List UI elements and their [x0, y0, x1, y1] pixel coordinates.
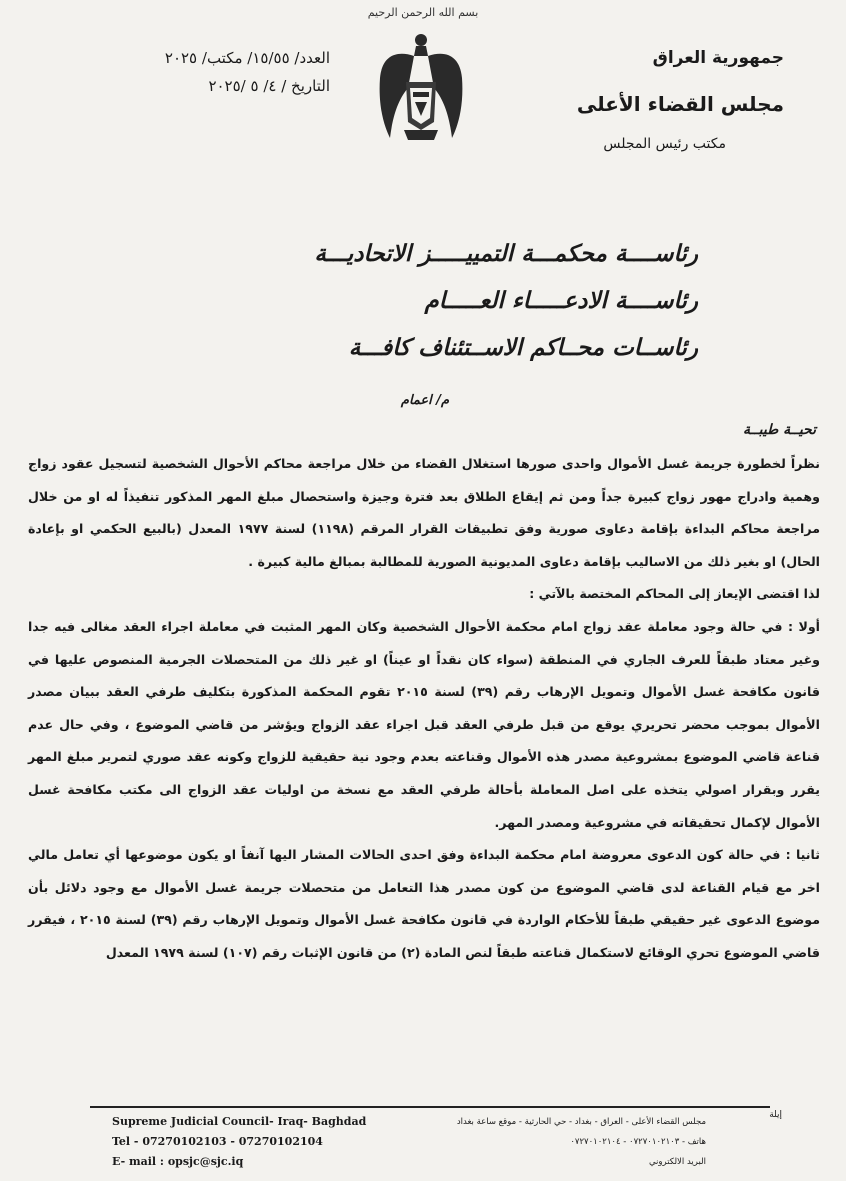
footer-address-ar: مجلس القضاء الأعلى - العراق - بغداد - حي الحارثية - موقع ساعة بغداد	[456, 1117, 706, 1127]
office-name: مكتب رئيس المجلس	[603, 136, 726, 152]
issuer-block	[524, 48, 784, 152]
footer-phone: Tel - 07270102103 - 07270102104	[112, 1135, 323, 1148]
date-label: التاريخ /	[281, 77, 330, 95]
basmala: بسم الله الرحمن الرحيم	[367, 6, 479, 19]
reference-number	[90, 44, 330, 72]
footer-side-label: إيلة	[769, 1110, 782, 1120]
footer-arabic-contact	[386, 1112, 706, 1172]
recipients-list	[138, 230, 698, 371]
subject-line: م/ اعمام	[400, 393, 450, 408]
footer-email-ar: البريد الالكتروني	[648, 1157, 706, 1167]
number-label: العدد/	[294, 49, 330, 67]
recipient-line: رئاســات محــاكم الاســتئناف كافـــة	[348, 334, 698, 361]
letterhead-footer	[0, 1098, 846, 1181]
iraq-eagle-emblem-icon	[376, 26, 466, 150]
greeting: تحيــة طيبــة	[742, 422, 816, 438]
reference-date	[90, 72, 330, 100]
footer-divider	[90, 1106, 770, 1108]
footer-org-name: Supreme Judicial Council- Iraq- Baghdad	[112, 1115, 367, 1128]
body-paragraph: نظراً لخطورة جريمة غسل الأموال واحدى صورها استغلال القضاء من خلال مراجعة محاكم الأحوال الشخصية لتسجيل عقود زواج وهمية وادراج مهور زواج كبيرة جداً ومن ثم إيقاع الطلاق بعد فترة وجيزة واستحصال مبلغ المهر المذكور تنفيذاً له او من خلال مراجعة محاكم البداءة بإقامة دعاوى صورية وفق تطبيقات القرار المرقم (١١٩٨) لسنة ١٩٧٧ المعدل (بالبيع الحكمي او بإعادة الحال) او بغير ذلك من الاساليب بإقامة دعاوى المديونية الصورية للمطالبة بمبالغ مالية كبيرة .	[28, 456, 820, 569]
reference-block	[90, 44, 330, 100]
footer-email: E- mail : opsjc@sjc.iq	[112, 1155, 244, 1168]
recipient-line: رئاســــة محكمـــة التمييـــــز الاتحاديـــة	[314, 240, 698, 267]
country-name: جمهورية العراق	[652, 48, 784, 68]
body-paragraph: ثانيا : في حالة كون الدعوى معروضة امام محكمة البداءة وفق احدى الحالات المشار اليها آنفاً او يكون موضوعها أي تعامل مالي اخر مع قيام القناعة لدى قاضي الموضوع من كون مصدر هذا التعامل من متحصلات جريمة غسل الأموال مع وجود دلائل بأن موضوع الدعوى غير حقيقي طبقاً للأحكام الواردة في قانون مكافحة غسل الأموال وتمويل الإرهاب رقم (٣٩) لسنة ٢٠١٥ ، فيقرر قاضي الموضوع تحري الوقائع لاستكمال قناعته طبقاً لنص المادة (٢) من قانون الإثبات رقم (١٠٧) لسنة ١٩٧٩ المعدل	[28, 847, 820, 960]
number-value: ١٥/٥٥/ مكتب/ ٢٠٢٥	[164, 49, 290, 67]
letter-body	[28, 448, 820, 970]
council-name: مجلس القضاء الأعلى	[576, 92, 784, 116]
date-value: ٤/ ٥ /٢٠٢٥	[208, 77, 277, 95]
footer-phone-ar: هاتف - ٠٧٢٧٠١٠٢١٠٣ - ٠٧٢٧٠١٠٢١٠٤	[570, 1137, 706, 1147]
body-paragraph: لذا اقتضى الإيعاز إلى المحاكم المختصة بالآتي :	[529, 586, 820, 602]
footer-english-contact	[112, 1112, 366, 1172]
body-paragraph: أولا : في حالة وجود معاملة عقد زواج امام محكمة الأحوال الشخصية وكان المهر المثبت في معاملة اجراء العقد مغالى فيه جدا وغير معتاد طبقاً للعرف الجاري في المنطقة (سواء كان نقداً او عيناً) او غير ذلك من المتحصلات الجرمية المنصوص عليها في قانون مكافحة غسل الأموال وتمويل الإرهاب رقم (٣٩) لسنة ٢٠١٥ تقوم المحكمة المذكورة بتكليف طرفي العقد ببيان مصدر الأموال بموجب محضر تحريري يوقع من قبل طرفي العقد قبل اجراء عقد الزواج ويؤشر من قاضي الموضوع ، وفي حال عدم قناعة قاضي الموضوع بمشروعية مصدر هذه الأموال وقناعته بعدم وجود نية حقيقية للزواج وكونه عقد صوري لتمرير مبلغ المهر يقرر وبقرار اصولي يتخذه على اصل المعاملة بأحالة طرفي العقد مع نسخة من اوليات عقد الزواج الى مكتب مكافحة غسل الأموال لإكمال تحقيقاته في مشروعية ومصدر المهر.	[28, 618, 820, 830]
recipient-line: رئاســــة الادعـــــاء العـــــام	[424, 287, 698, 314]
